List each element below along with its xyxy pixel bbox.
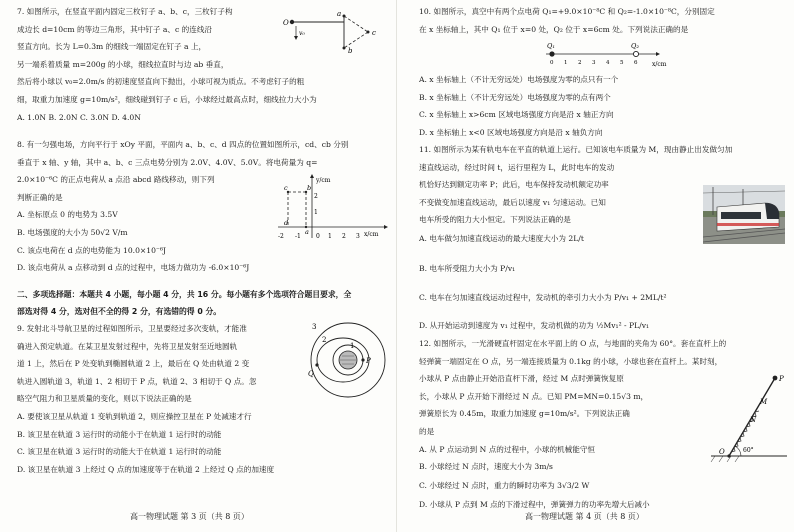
tick-label: 3 [592,60,596,66]
tick-label: 1 [314,209,318,216]
question-11-line: 速直线运动，经过时间 t，运行里程为 L，此时电车的发动 [419,162,615,172]
question-9-line: 轨进入圆轨道 3，轨道 1、2 相切于 P 点，轨道 2、3 相切于 Q 点。忽 [17,376,257,386]
question-8-option: A. 坐标原点 0 的电势为 3.5V [17,210,118,220]
tick-label: 2 [314,193,318,200]
question-12-line: 长，小球从 P 点开始下滑经过 N 点。已知 PM=MN=0.15√3 m， [419,391,649,401]
tick-label: 6 [634,60,638,66]
question-8-option: D. 该点电荷从 a 点移动到 d 点的过程中，电场力做功为 -6.0×10⁻⁶J [17,263,250,273]
question-10-line: 10. 如图所示，真空中有两个点电荷 Q₁=+9.0×10⁻⁸C 和 Q₂=-1.0×10⁻⁸C，分别固定 [419,7,715,16]
question-7-line: 成边长 d=10cm 的等边三角形，其中钉子 a、c 的连线沿 [17,24,213,34]
question-11-line: 电车所受的阻力大小恒定。下列说法正确的是 [419,215,571,225]
question-10-options [419,71,618,141]
question-7-line: 细，取重力加速度 g=10m/s²，细线碰到钉子 c 后，小球经过最高点时，细线拉力大小为 [17,94,317,104]
question-7-line: 7. 如图所示，在竖直平面内固定三枚钉子 a、b、c，三枚钉子构 [17,7,233,16]
question-12-line: 弹簧原长为 0.45m，取重力加速度 g=10m/s²。下列说法正确 [419,409,630,419]
tick-label: 2 [578,60,582,66]
tick-label: -2 [278,233,284,240]
point-label: M [760,398,768,406]
question-12-line: 小球从 P 点由静止开始沿直杆下滑，经过 M 点时弹簧恢复原 [419,374,624,384]
section-2-line: 部选对得 4 分，选对但不全的得 2 分，有选错的得 0 分。 [17,307,222,316]
point-label: P [779,375,784,383]
orbit-label: 1 [350,342,355,350]
tick-label: 0 [550,60,554,66]
tick-label: -1 [295,233,301,240]
question-9-line: 9. 发射北斗导航卫星的过程如图所示，卫星要经过多次变轨，才能准 [17,324,247,333]
question-10-option: A. x 坐标轴上（不计无穷远处）电场强度为零的点只有一个 [419,75,619,84]
question-10-option: C. x 坐标轴上 x>6cm 区域电场强度方向是沿 x 轴正方向 [419,110,614,120]
tick-label: 1 [328,233,332,240]
question-9-option: C. 该卫星在轨道 3 运行时的动能大于在轨道 1 运行时的动能 [17,447,222,457]
question-11-line: 11. 如图所示为某有轨电车在平直的轨道上运行。已知该电车质量为 M，现由静止出发做匀加 [419,145,733,154]
angle-label: 60° [743,447,754,454]
tick-label: 1 [564,60,568,66]
fig-label: a [337,10,342,18]
question-11-line: 机恰好达到额定功率 P；此后，电车保持发动机额定功率 [419,180,609,190]
question-10-option: D. x 坐标轴上 x<0 区域电场强度方向是沿 x 轴负方向 [419,127,603,137]
fig-label: b [348,47,353,54]
question-9-line: 略空气阻力和卫星质量的变化，则以下说法正确的是 [17,394,192,404]
fig-label: c [372,29,376,37]
question-9 [17,320,274,478]
question-10-line: 在 x 坐标轴上，其中 Q₁ 位于 x=0 处，Q₂ 位于 x=6cm 处。下列说法正确的是 [419,24,689,34]
question-11-options [419,224,667,340]
tick-label: 3 [356,233,360,240]
question-12-option: D. 小球从 P 点到 M 点的下滑过程中，弹簧弹力的功率先增大后减小 [419,499,650,509]
orbit-label: 2 [322,336,327,344]
point-label: b [307,184,312,192]
question-8-line: 2.0×10⁻⁶C 的正点电荷从 a 点沿 abcd 路线移动，则下列 [17,175,215,185]
question-9-option: A. 要使该卫星从轨道 1 变轨到轨道 2，则应操控卫星在 P 处减速才行 [17,411,252,421]
question-12-line: 的是 [419,426,435,436]
axis-label: x/cm [364,231,379,238]
question-7-options: A. 1.0N B. 2.0N C. 3.0N D. 4.0N [17,112,141,122]
tick-label: 4 [606,60,610,66]
charge-label: Q₁ [547,42,555,50]
question-7 [17,3,317,126]
exam-page-4 [397,0,794,532]
page-footer: 高一物理试题 第 4 页（共 8 页） [525,512,644,521]
q9-orbit-figure [306,318,392,400]
question-11-option: C. 电车在匀加速直线运动过程中，发动机的牵引力大小为 P/v₁ + 2ML/t² [419,293,667,302]
fig-label: O [283,19,289,27]
page-footer: 高一物理试题 第 3 页（共 8 页） [130,512,249,521]
tick-label: 0 [316,233,320,240]
q12-rod-figure [709,372,789,464]
question-12-option: A. 从 P 点运动到 N 点的过程中，小球的机械能守恒 [419,444,595,454]
point-label: a [305,228,309,236]
charge-label: Q₂ [631,42,639,50]
question-11-option: A. 电车做匀加速直线运动的最大速度大小为 2L/t [419,234,584,243]
question-12-line: 轻弹簧一端固定在 O 点，另一端连接质量为 0.1kg 的小球，小球也套在直杆上。某时刻， [419,356,723,366]
question-10-option: B. x 坐标轴上（不计无穷远处）电场强度为零的点有两个 [419,92,611,102]
question-9-line: 确进入预定轨道。在某卫星发射过程中，先将卫星发射至近地圆轨 [17,341,238,351]
question-8-option: B. 电场强度的大小为 50√2 V/m [17,227,128,237]
question-8-option: C. 该点电荷在 d 点的电势能为 10.0×10⁻⁶J [17,245,167,255]
point-label: N [750,416,757,424]
tram-photo [703,185,785,244]
question-12 [419,335,726,513]
point-label: Q [308,370,314,378]
question-11-line: 不变做变加速直线运动，最后以速度 v₁ 匀速运动。已知 [419,197,606,207]
question-12-line: 12. 如图所示，一光滑硬直杆固定在水平面上的 O 点，与地面的夹角为 60°。套在直杆上的 [419,339,727,348]
orbit-label: 3 [312,323,317,331]
question-10 [419,3,715,38]
tick-label: 5 [620,60,624,66]
question-11-option: B. 电车所受阻力大小为 P/v₁ [419,264,516,273]
q8-field-figure [276,172,392,242]
question-8-line: 垂直于 x 轴、y 轴，其中 a、b、c 三点电势分别为 2.0V、4.0V、5.0V。将电荷量为 q= [17,157,318,167]
point-label: P [366,357,371,365]
question-7-line: 竖直方向。长为 L=0.3m 的细线一端固定在钉子 a 上， [17,42,207,52]
point-label: d [284,219,289,227]
section-2-heading [17,286,351,320]
axis-label: y/cm [316,177,331,184]
question-11-option: D. 从开始运动到速度为 v₁ 过程中，发动机做的功为 ½Mv₁² - PL/v₁ [419,321,650,330]
question-12-option: C. 小球经过 N 点时，重力的瞬时功率为 3√3/2 W [419,480,590,490]
axis-label: x/cm [652,61,667,68]
q10-axis-figure [544,40,674,70]
question-7-line: 然后将小球以 v₀=2.0m/s 的初速度竖直向下抛出，小球可视为质点。不考虑钉子的粗 [17,77,305,87]
question-9-option: B. 该卫星在轨道 3 运行时的动能小于在轨道 1 运行时的动能 [17,429,222,439]
question-12-option: B. 小球经过 N 点时，速度大小为 3m/s [419,462,553,472]
fig-label: v₀ [299,30,305,37]
question-8-line: 判断正确的是 [17,192,63,202]
question-9-line: 道 1 上，然后在 P 处变轨到椭圆轨道 2 上，最后在 Q 处由轨道 2 变 [17,359,250,369]
point-label: O [719,448,725,456]
q7-nails-figure [282,8,392,54]
question-11 [419,141,732,229]
question-9-option: D. 该卫星在轨道 3 上经过 Q 点的加速度等于在轨道 2 上经过 Q 点的加速度 [17,464,275,474]
point-label: c [284,184,288,192]
question-8-line: 8. 有一匀强电场，方向平行于 xOy 平面，平面内 a、b、c、d 四点的位置如图所示，cd、cb 分别 [17,140,349,149]
tick-label: 2 [342,233,346,240]
section-2-line: 二、多项选择题：本题共 4 小题，每小题 4 分，共 16 分。每小题有多个选项符合题目要求，全 [17,290,352,299]
question-7-line: 另一端系着质量 m=200g 的小球，细线拉直时与边 ab 垂直， [17,59,229,69]
